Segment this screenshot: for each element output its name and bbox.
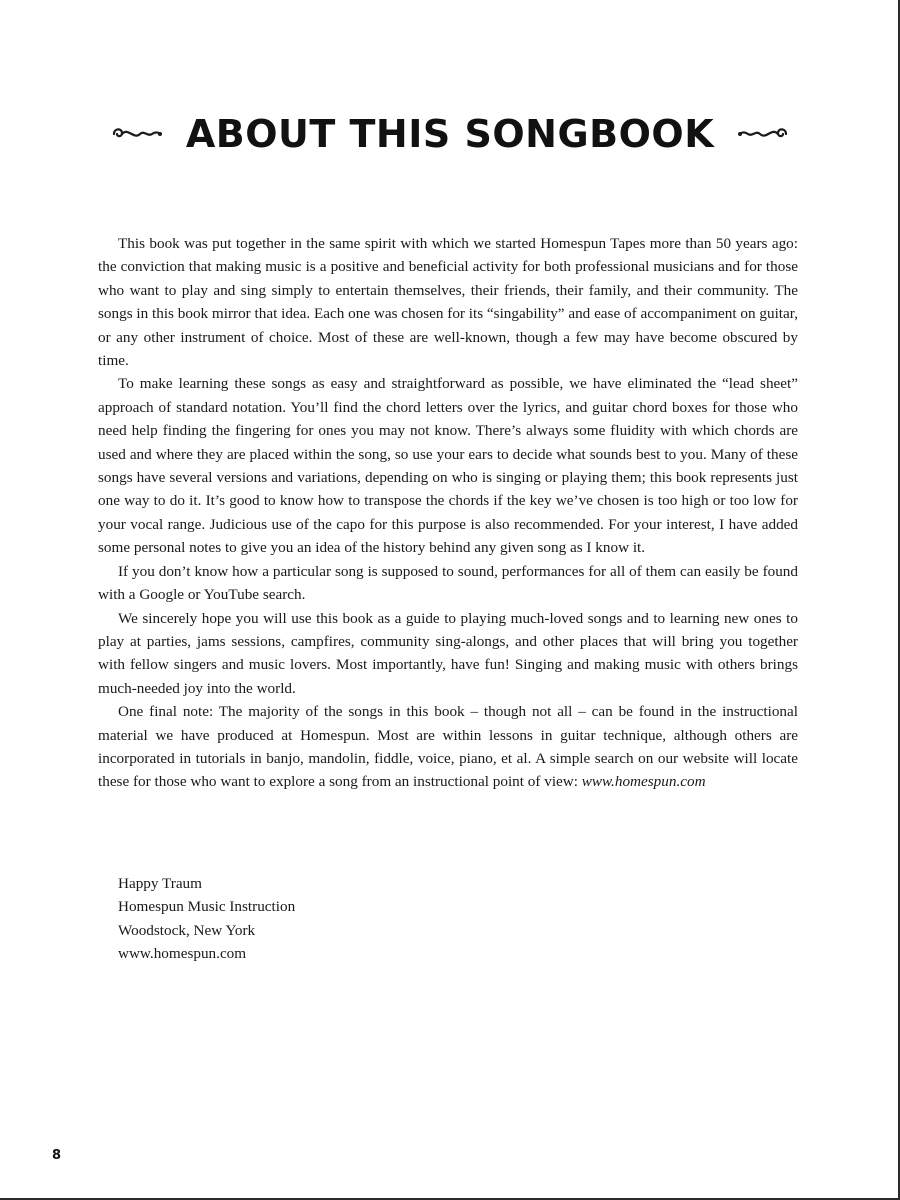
title-row bbox=[0, 112, 900, 156]
page-number: 8 bbox=[52, 1148, 62, 1163]
scroll-flourish-right-icon bbox=[736, 123, 792, 145]
paragraph-learning: To make learning these songs as easy and straightforward as possible, we have eliminated the “lead sheet” approach of standard notation. You’ll find the chord letters over the lyrics, and guitar chord boxes for those who need help finding the fingering for ones you may not know. There’s always some fluidity with which chords are used and where they are placed within the song, so use your ears to decide what sounds best to you. Many of these songs have several versions and variations, depending on who is singing or playing them; this book represents just one way to do it. It’s good to know how to transpose the chords if the key we’ve chosen is too high or too low for your vocal range. Judicious use of the capo for this purpose is also recommended. For your interest, I have added some personal notes to give you an idea of the history behind any given song as I know it. bbox=[98, 375, 798, 557]
signature-block bbox=[118, 872, 295, 966]
paragraph-hope: We sincerely hope you will use this book as a guide to playing much-loved songs and to learning new ones to play at parties, jams sessions, campfires, community sing-alongs, and other places that will bring you together with fellow singers and music lovers. Most importantly, have fun! Singing and making music with others brings much-needed joy into the world. bbox=[98, 609, 798, 697]
paragraph-final-note bbox=[98, 700, 798, 794]
paragraph-search: If you don’t know how a particular song is supposed to sound, performances for all of them can easily be found with a Google or YouTube search. bbox=[98, 562, 798, 604]
paragraph-intro: This book was put together in the same spirit with which we started Homespun Tapes more than 50 years ago: the conviction that making music is a positive and beneficial activity for both professional musicians and for those who want to play and sing simply to entertain themselves, their friends, their family, and their community. The songs in this book mirror that idea. Each one was chosen for its “singability” and ease of accompaniment on guitar, or any other instrument of choice. Most of these are well-known, though a few may have become obscured by time. bbox=[98, 235, 798, 370]
page-title: ABOUT THIS SONGBOOK bbox=[185, 112, 715, 156]
body-text bbox=[98, 232, 798, 794]
signature-organization: Homespun Music Instruction bbox=[118, 898, 296, 916]
signature-name: Happy Traum bbox=[118, 875, 202, 892]
scroll-flourish-left-icon bbox=[108, 123, 164, 145]
signature-location: Woodstock, New York bbox=[118, 921, 256, 939]
signature-website-link[interactable]: www.homespun.com bbox=[118, 945, 247, 963]
final-note-text: One final note: The majority of the songs in this book – though not all – can be found in the instructional material we have produced at Homespun. Most are within lessons in guitar technique, although others are incorporated in tutorials in banjo, mandolin, fiddle, voice, piano, et al. A simple search on our website will locate these for those who want to explore a song from an instructional point of view: bbox=[98, 703, 798, 791]
final-note-url-link[interactable]: www.homespun.com bbox=[581, 773, 706, 791]
